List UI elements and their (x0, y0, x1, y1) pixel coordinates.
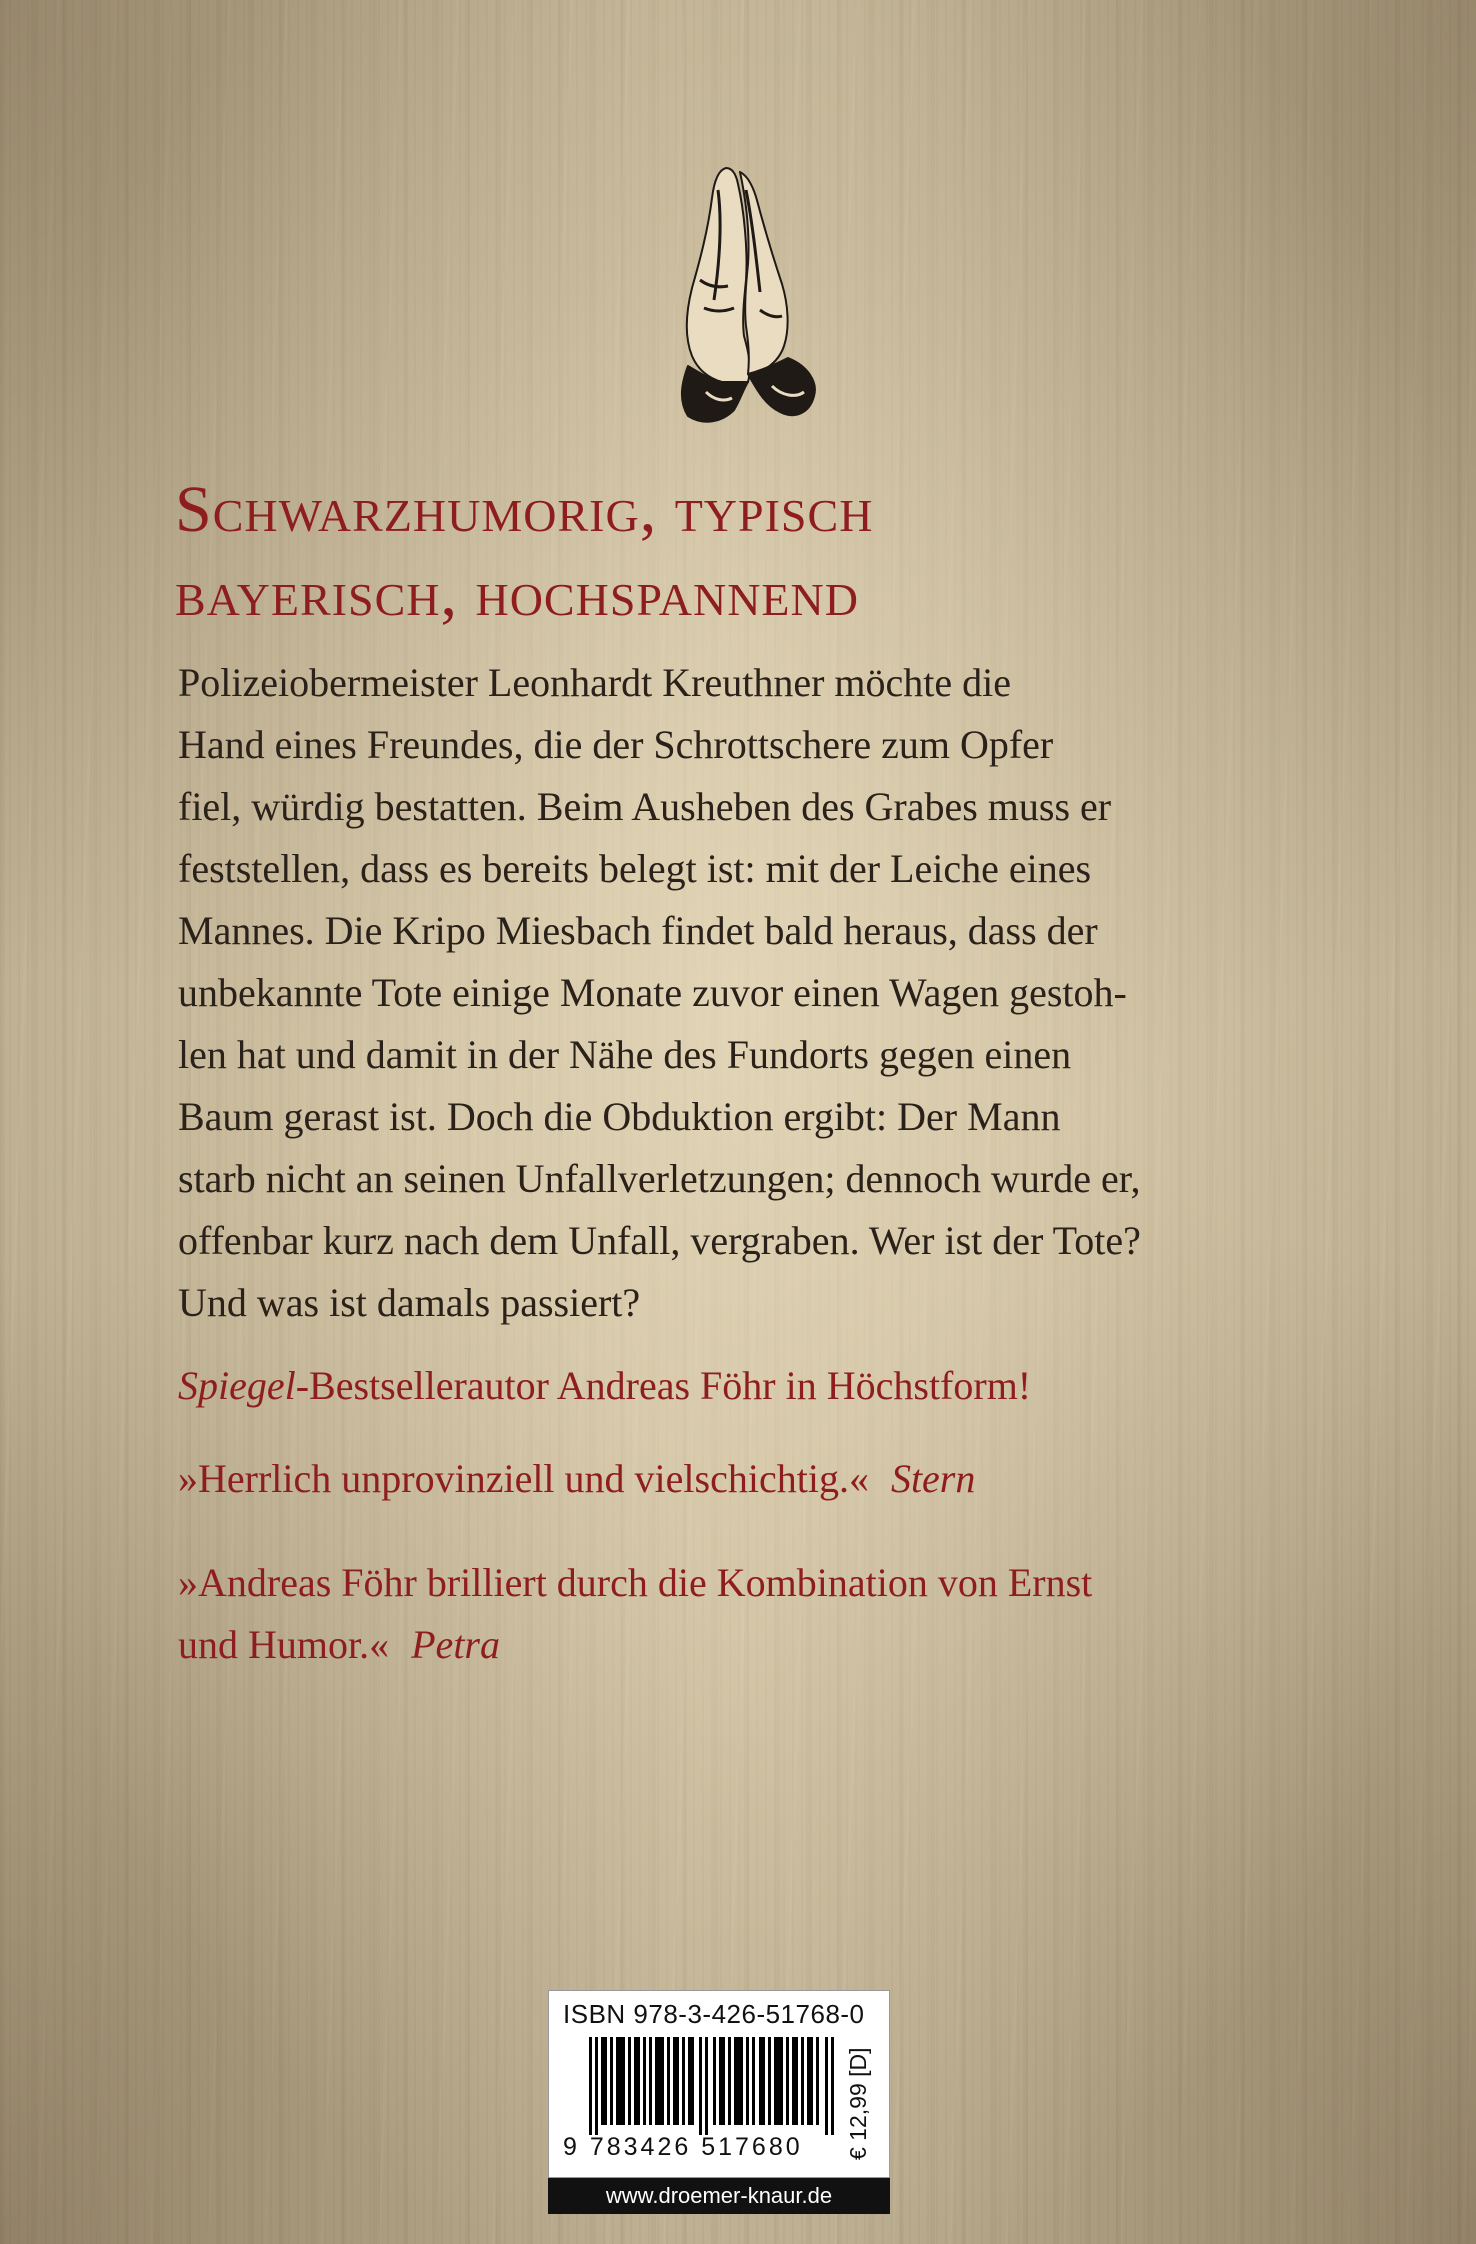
blurb-line: starb nicht an seinen Unfallverletzungen; dennoch wurde er, (178, 1156, 1141, 1201)
isbn-number: ISBN 978-3-426-51768-0 (563, 1999, 865, 2029)
blurb-line: Baum gerast ist. Doch die Obduktion ergibt: Der Mann (178, 1094, 1061, 1139)
barcode-bars (589, 2037, 837, 2135)
quote-text-line-2: und Humor.« (178, 1622, 390, 1667)
praying-hands-icon (648, 160, 828, 435)
review-quote-stern (178, 1455, 975, 1502)
ean-digits: 9 783426 517680 (563, 2133, 803, 2161)
tagline-rest: -Bestsellerautor Andreas Föhr in Höchstform! (295, 1363, 1032, 1408)
price-label: € 12,99 [D] (845, 2047, 871, 2161)
blurb-line: unbekannte Tote einige Monate zuvor einen Wagen gestoh- (178, 970, 1127, 1015)
isbn-barcode (548, 1990, 890, 2178)
blurb-line: offenbar kurz nach dem Unfall, vergraben. Wer ist der Tote? (178, 1218, 1141, 1263)
quote-source: Stern (890, 1456, 976, 1501)
blurb-line: Hand eines Freundes, die der Schrottschere zum Opfer (178, 722, 1054, 767)
blurb-line: len hat und damit in der Nähe des Fundorts gegen einen (178, 1032, 1072, 1077)
blurb-line: Polizeiobermeister Leonhardt Kreuthner möchte die (178, 660, 1012, 705)
headline-line-2: bayerisch, hochspannend (175, 557, 859, 630)
tagline (178, 1362, 1031, 1409)
blurb-line: feststellen, dass es bereits belegt ist: mit der Leiche eines (178, 846, 1092, 891)
review-quote-petra (178, 1552, 1092, 1676)
blurb-line: Mannes. Die Kripo Miesbach findet bald heraus, dass der (178, 908, 1098, 953)
blurb-line: Und was ist damals passiert? (178, 1280, 641, 1325)
tagline-italic: Spiegel (178, 1363, 296, 1408)
quote-text-line-1: »Andreas Föhr brilliert durch die Kombination von Ernst (178, 1560, 1093, 1605)
blurb-line: fiel, würdig bestatten. Beim Ausheben des Grabes muss er (178, 784, 1112, 829)
blurb-text (178, 652, 1328, 1334)
publisher-url: www.droemer-knaur.de (548, 2178, 890, 2214)
quote-text: »Herrlich unprovinziell und vielschichtig.« (178, 1456, 869, 1501)
headline-line-1: Schwarzhumorig, typisch (175, 473, 874, 546)
headline (175, 468, 1375, 636)
quote-source: Petra (411, 1622, 500, 1667)
